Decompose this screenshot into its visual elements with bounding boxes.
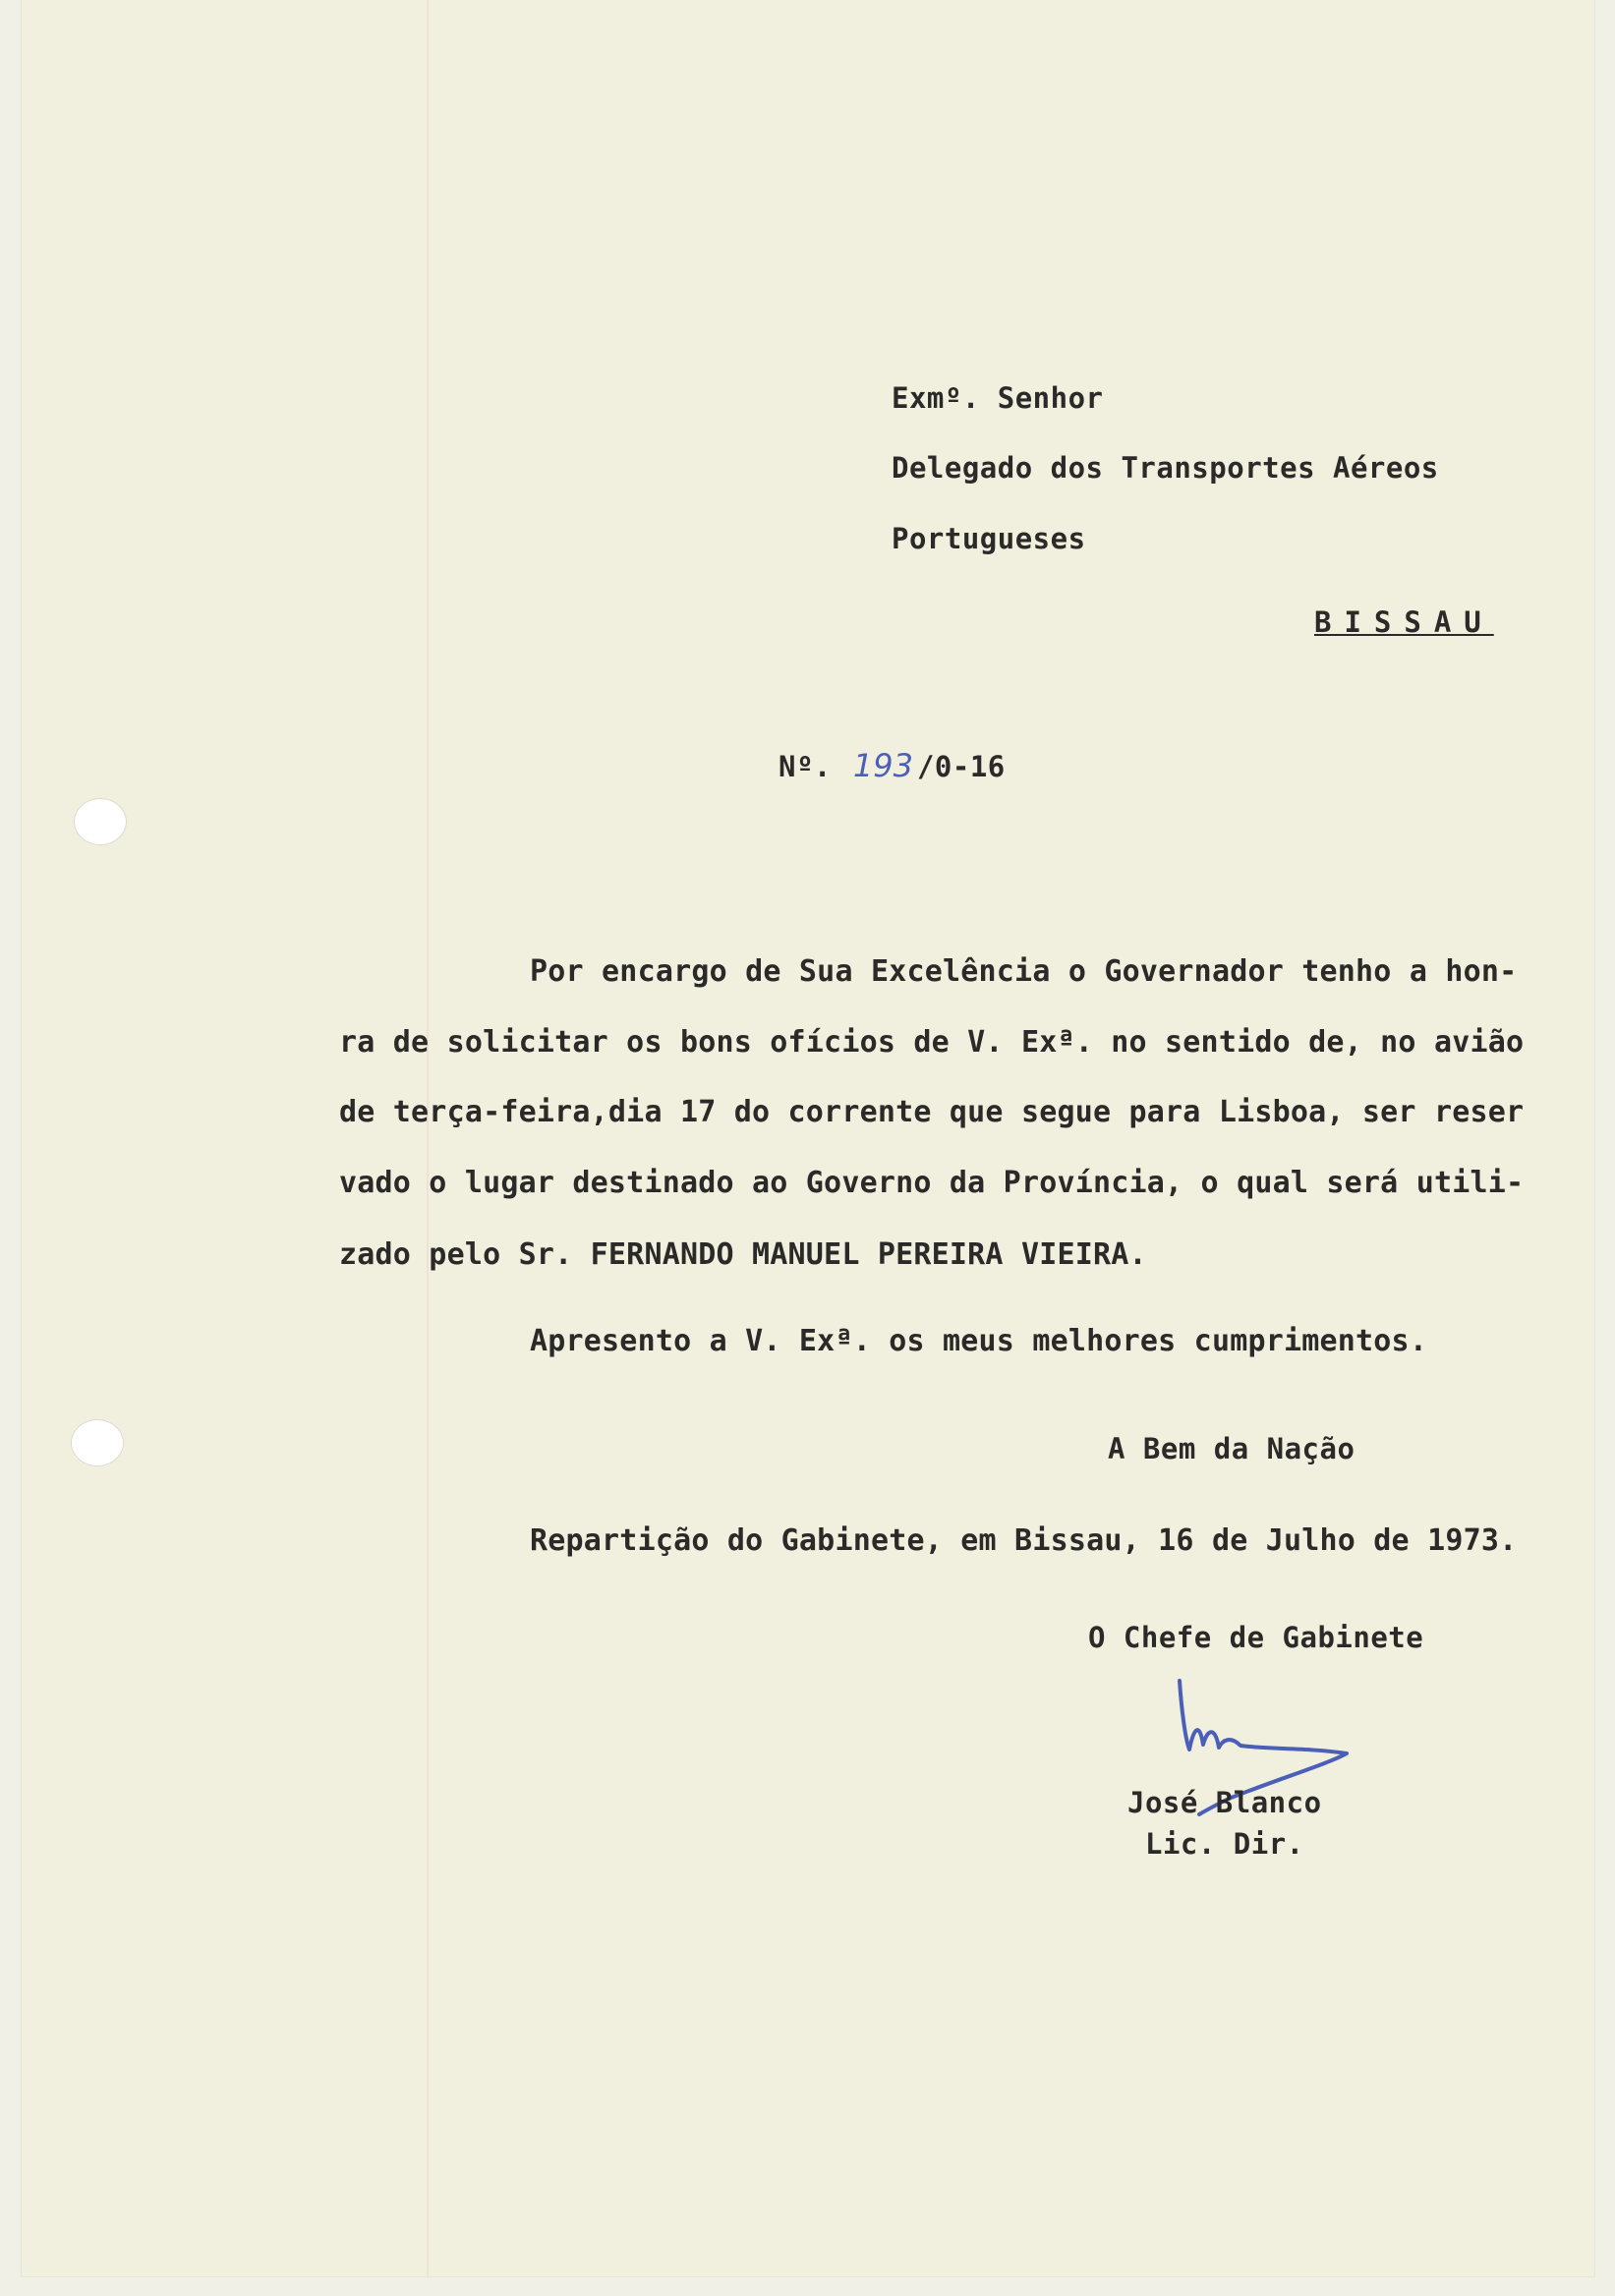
letter-page xyxy=(22,0,1594,2276)
body-line: Por encargo de Sua Excelência o Governador tenho a hon- xyxy=(530,954,1518,989)
recipient-office-line2: Portugueses xyxy=(892,522,1086,555)
signatory-role: O Chefe de Gabinete xyxy=(1088,1621,1424,1654)
recipient-city: BISSAU xyxy=(1314,605,1494,639)
closing-formula: A Bem da Nação xyxy=(1108,1432,1355,1465)
body-line: zado pelo Sr. FERNANDO MANUEL PEREIRA VIEIRA. xyxy=(339,1237,1147,1272)
recipient-salutation: Exmº. Senhor xyxy=(892,381,1104,415)
body-line: Apresento a V. Exª. os meus melhores cumprimentos. xyxy=(530,1324,1428,1358)
margin-rule xyxy=(427,0,429,2276)
reference-handwritten-number: 193 xyxy=(852,747,913,784)
recipient-office-line1: Delegado dos Transportes Aéreos xyxy=(892,451,1439,485)
body-line: ra de solicitar os bons ofícios de V. Exª. no sentido de, no avião xyxy=(339,1025,1525,1060)
reference-prefix: Nº. xyxy=(779,750,832,783)
place-and-date: Repartição do Gabinete, em Bissau, 16 de Julho de 1973. xyxy=(530,1523,1518,1558)
signatory-name: José Blanco xyxy=(1127,1786,1322,1819)
punch-hole xyxy=(74,798,127,845)
punch-hole xyxy=(71,1419,124,1466)
reference-number xyxy=(779,747,1006,784)
reference-suffix: /0-16 xyxy=(916,750,1006,783)
body-line: vado o lugar destinado ao Governo da Província, o qual será utili- xyxy=(339,1166,1525,1200)
body-line: de terça-feira,dia 17 do corrente que segue para Lisboa, ser reser xyxy=(339,1095,1525,1129)
signatory-title: Lic. Dir. xyxy=(1145,1827,1304,1861)
